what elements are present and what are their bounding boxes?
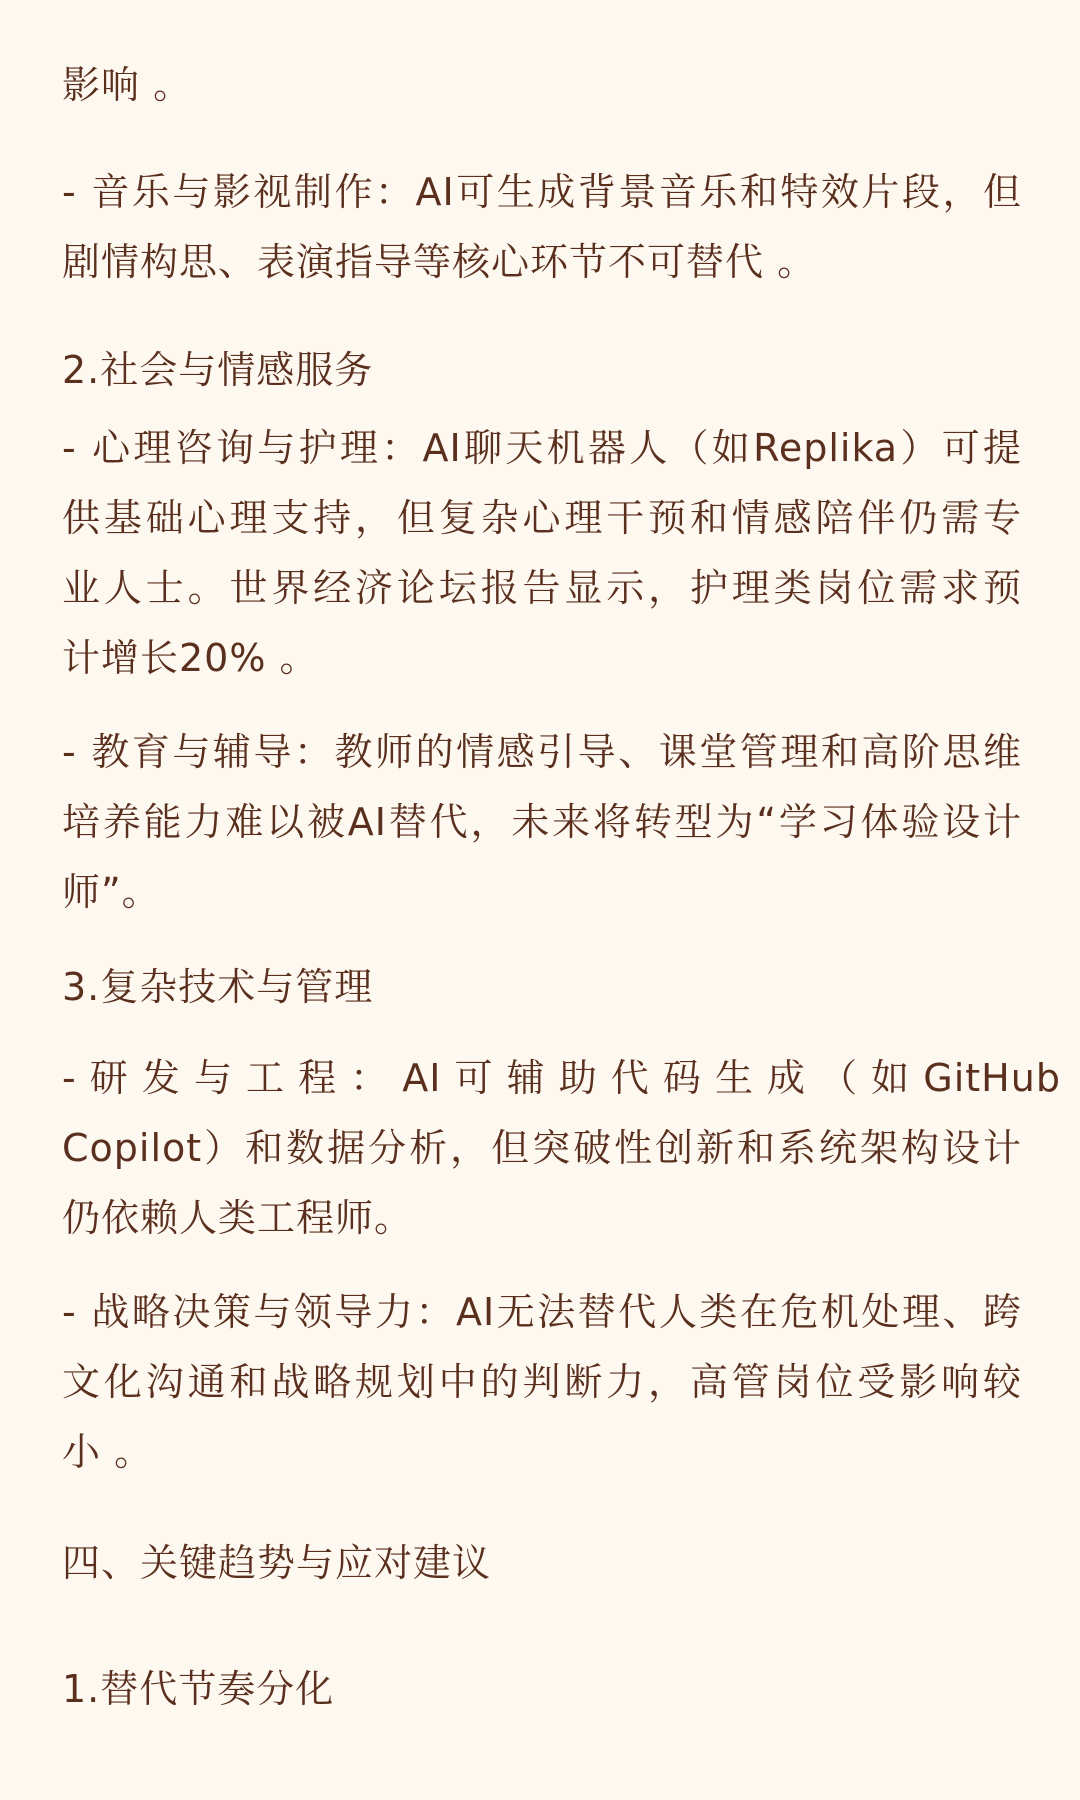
text-line: 小 。 bbox=[62, 1430, 154, 1474]
section-heading: 2.社会与情感服务 bbox=[62, 348, 374, 392]
text-line: - 战略决策与领导力：AI无法替代人类在危机处理、跨 bbox=[62, 1290, 1022, 1334]
text-line: 文化沟通和战略规划中的判断力，高管岗位受影响较 bbox=[62, 1360, 1022, 1404]
text-line: Copilot）和数据分析，但突破性创新和系统架构设计 bbox=[62, 1126, 1022, 1170]
text-line: 仍依赖人类工程师。 bbox=[62, 1196, 414, 1240]
text-line: 业人士。世界经济论坛报告显示，护理类岗位需求预 bbox=[62, 566, 1022, 610]
text-line: 剧情构思、表演指导等核心环节不可替代 。 bbox=[62, 240, 817, 284]
text-line: 影响 。 bbox=[62, 63, 193, 107]
text-line: 计增长20% 。 bbox=[62, 636, 319, 680]
section-heading: 四、关键趋势与应对建议 bbox=[62, 1541, 492, 1585]
section-heading: 1.替代节奏分化 bbox=[62, 1667, 335, 1711]
section-heading: 3.复杂技术与管理 bbox=[62, 965, 374, 1009]
text-line: 培养能力难以被AI替代，未来将转型为“学习体验设计 bbox=[62, 800, 1022, 844]
text-line: 供基础心理支持，但复杂心理干预和情感陪伴仍需专 bbox=[62, 496, 1022, 540]
text-line: - 音乐与影视制作：AI可生成背景音乐和特效片段，但 bbox=[62, 170, 1022, 214]
text-line: - 教育与辅导：教师的情感引导、课堂管理和高阶思维 bbox=[62, 730, 1022, 774]
text-line: 师”。 bbox=[62, 870, 161, 914]
text-line: - 研 发 与 工 程 ： AI 可 辅 助 代 码 生 成 （ 如 GitHub bbox=[62, 1056, 1061, 1100]
text-line: - 心理咨询与护理：AI聊天机器人（如Replika）可提 bbox=[62, 426, 1022, 470]
